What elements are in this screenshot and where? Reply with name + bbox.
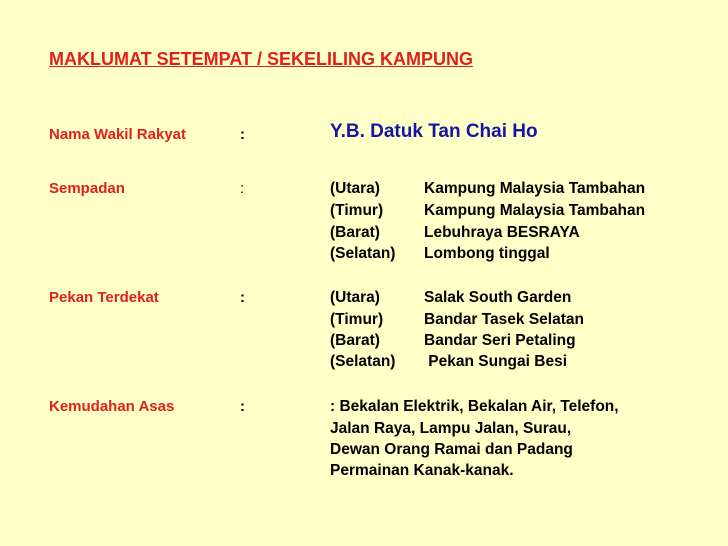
pekan-dir: (Utara) — [330, 289, 380, 306]
page-title: MAKLUMAT SETEMPAT / SEKELILING KAMPUNG — [49, 49, 473, 69]
kemudahan-line: Jalan Raya, Lampu Jalan, Surau, — [330, 420, 572, 437]
pekan-place: Salak South Garden — [424, 289, 572, 306]
wakil-colon: : — [240, 126, 245, 143]
kemudahan-label: Kemudahan Asas — [49, 398, 175, 415]
sempadan-dir: (Selatan) — [330, 245, 396, 262]
sempadan-place: Kampung Malaysia Tambahan — [424, 202, 646, 219]
kemudahan-colon: : — [240, 398, 245, 415]
wakil-value: Y.B. Datuk Tan Chai Ho — [330, 121, 538, 142]
kemudahan-line: Permainan Kanak-kanak. — [330, 462, 514, 479]
kemudahan-line: Dewan Orang Ramai dan Padang — [330, 441, 573, 458]
sempadan-place: Lebuhraya BESRAYA — [424, 224, 580, 241]
pekan-dir: (Barat) — [330, 332, 380, 349]
pekan-place: Bandar Seri Petaling — [424, 332, 576, 349]
sempadan-dir: (Barat) — [330, 224, 380, 241]
sempadan-dir: (Timur) — [330, 202, 384, 219]
pekan-dir: (Selatan) — [330, 353, 396, 370]
pekan-label: Pekan Terdekat — [49, 289, 159, 306]
pekan-dir: (Timur) — [330, 311, 384, 328]
pekan-place: Pekan Sungai Besi — [424, 353, 567, 370]
sempadan-place: Kampung Malaysia Tambahan — [424, 180, 646, 197]
sempadan-label: Sempadan — [49, 180, 125, 197]
sempadan-place: Lombong tinggal — [424, 245, 550, 262]
sempadan-colon: : — [240, 180, 245, 197]
pekan-place: Bandar Tasek Selatan — [424, 311, 584, 328]
kemudahan-line: : Bekalan Elektrik, Bekalan Air, Telefon, — [330, 398, 619, 415]
pekan-colon: : — [240, 289, 245, 306]
wakil-label: Nama Wakil Rakyat — [49, 126, 187, 143]
sempadan-dir: (Utara) — [330, 180, 380, 197]
